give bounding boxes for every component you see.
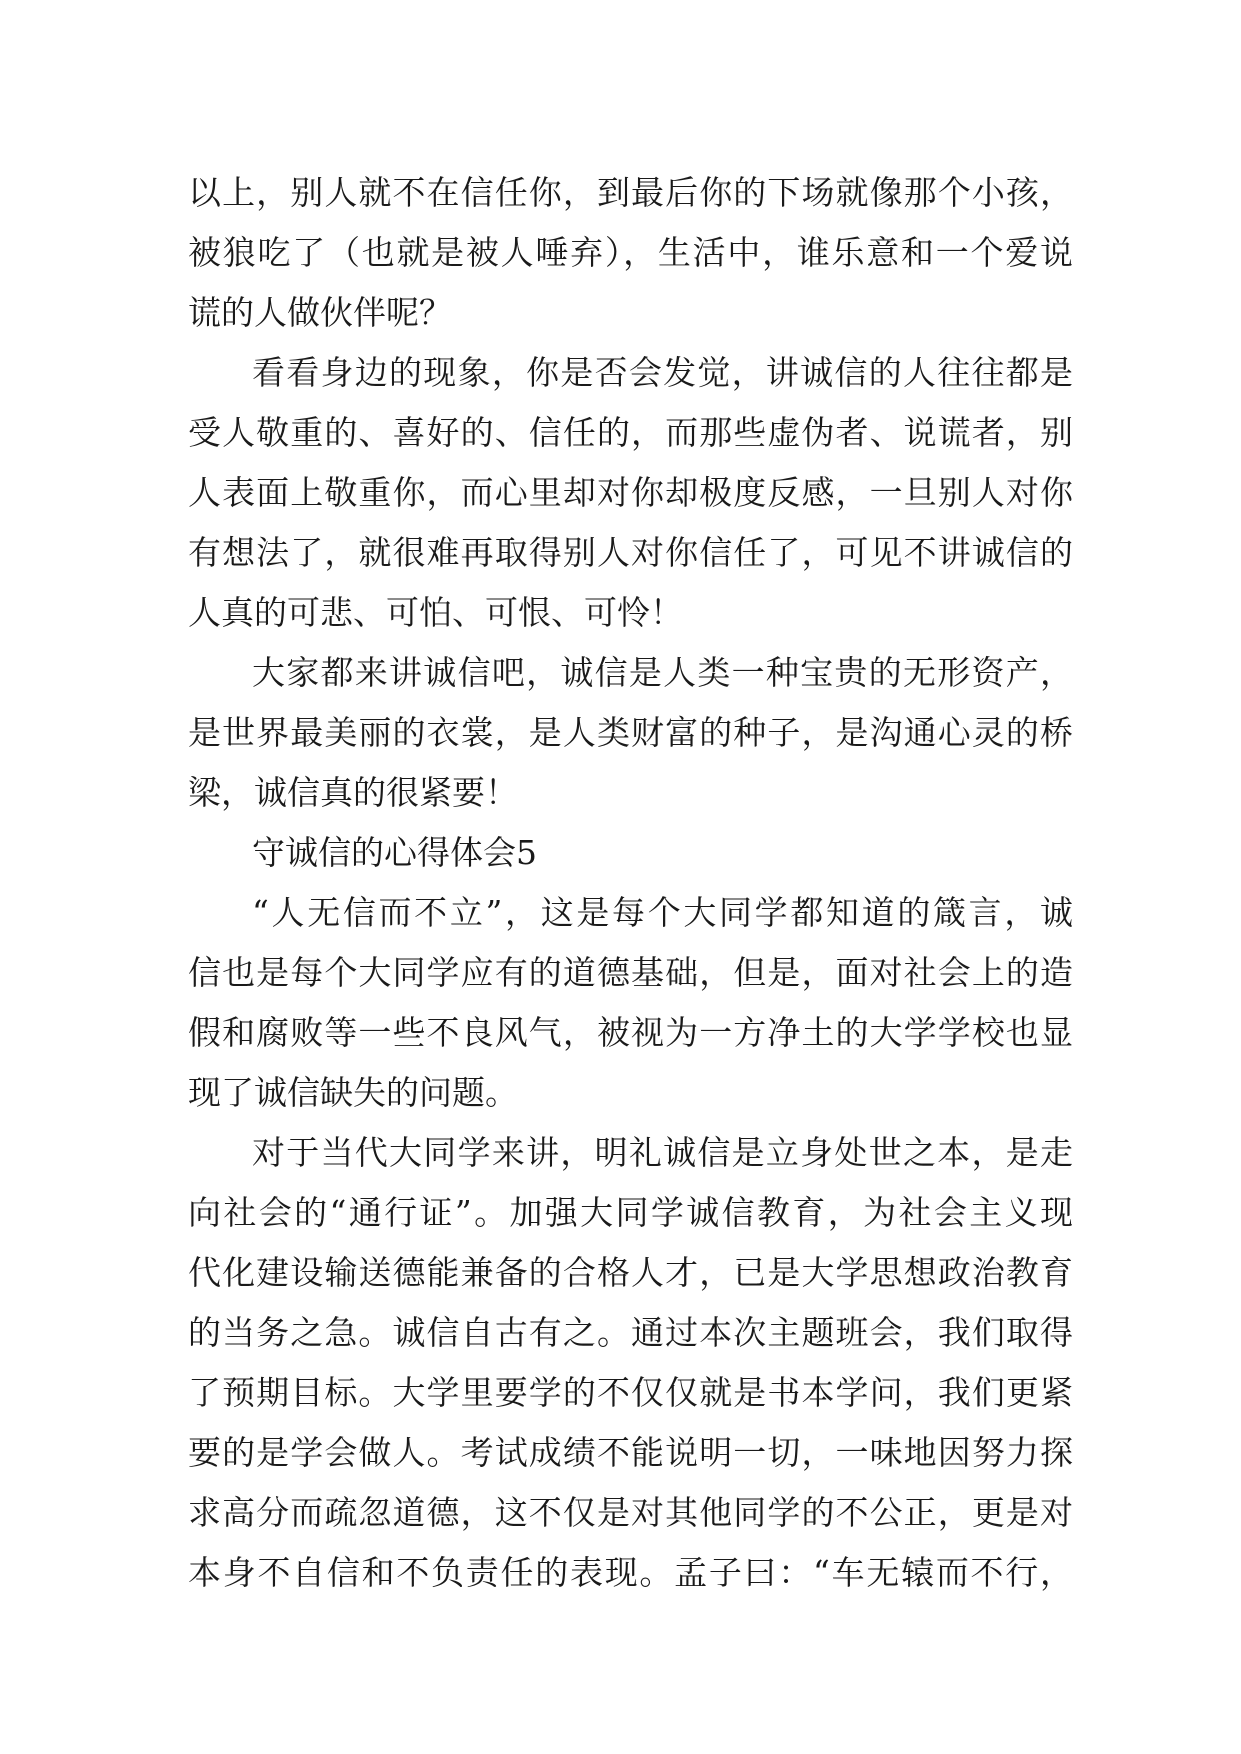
text-line: 了预期目标。大学里要学的不仅仅就是书本学问，我们更紧 [188,1373,1073,1412]
text-line: 受人敬重的、喜好的、信任的，而那些虚伪者、说谎者，别 [188,413,1073,452]
text-line: 大家都来讲诚信吧，诚信是人类一种宝贵的无形资产， [252,653,1073,692]
text-line: 求高分而疏忽道德，这不仅是对其他同学的不公正，更是对 [188,1493,1073,1532]
text-line: 是世界最美丽的衣裳，是人类财富的种子，是沟通心灵的桥 [188,713,1073,752]
text-line: 要的是学会做人。考试成绩不能说明一切，一味地因努力探 [188,1433,1073,1472]
text-line: 人真的可悲、可怕、可恨、可怜！ [188,593,683,632]
text-line: 看看身边的现象，你是否会发觉，讲诚信的人往往都是 [252,353,1073,392]
text-line: 现了诚信缺失的问题。 [188,1073,518,1112]
text-line: 信也是每个大同学应有的道德基础，但是，面对社会上的造 [188,953,1073,992]
text-line: 代化建设输送德能兼备的合格人才，已是大学思想政治教育 [188,1253,1073,1292]
text-line: 对于当代大同学来讲，明礼诚信是立身处世之本，是走 [252,1133,1073,1172]
text-line: 假和腐败等一些不良风气，被视为一方净土的大学学校也显 [188,1013,1073,1052]
text-line: 向社会的“通行证”。加强大同学诚信教育，为社会主义现 [188,1193,1073,1232]
text-line: 以上，别人就不在信任你，到最后你的下场就像那个小孩， [188,173,1073,212]
text-line: 谎的人做伙伴呢？ [188,293,452,332]
document-body [188,163,1073,1603]
text-line: 有想法了，就很难再取得别人对你信任了，可见不讲诚信的 [188,533,1073,572]
text-line: 的当务之急。诚信自古有之。通过本次主题班会，我们取得 [188,1313,1073,1352]
text-line: 被狼吃了（也就是被人唾弃），生活中，谁乐意和一个爱说 [188,233,1073,272]
section-heading: 守诚信的心得体会5 [252,833,537,872]
text-line: 梁，诚信真的很紧要！ [188,773,518,812]
text-line: 本身不自信和不负责任的表现。孟子曰：“车无辕而不行， [188,1553,1073,1592]
text-line: 人表面上敬重你，而心里却对你却极度反感，一旦别人对你 [188,473,1073,512]
text-line: “人无信而不立”，这是每个大同学都知道的箴言，诚 [252,893,1073,932]
